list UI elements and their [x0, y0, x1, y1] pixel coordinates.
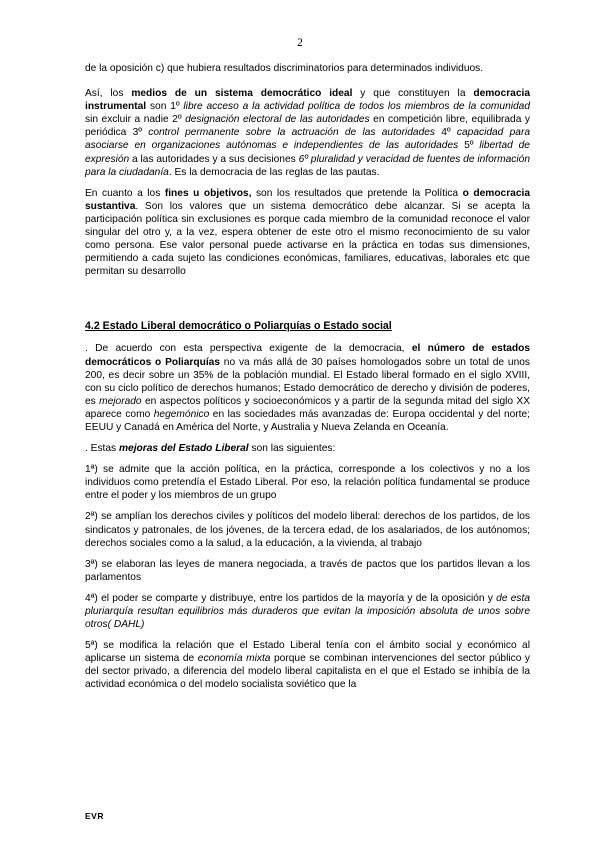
document-body	[85, 62, 530, 700]
bold-term: medios de un sistema democrático ideal	[131, 88, 353, 100]
bold-term: fines u objetivos,	[164, 187, 252, 199]
footer-initials: EVR	[85, 811, 104, 821]
bold-term: o democracia sustantiva	[85, 187, 530, 212]
paragraph-democracia-instrumental: Así, los medios de un sistema democrático ideal y que constituyen la democracia instrumental son 1º libre acceso a la actividad política de todos los miembros de la comunidad sin excluir a nadie 2º designación electoral de las autoridades en competición libre, equilibrada y periódica 3º control permanente sobre la actruación de las autoridades 4º capacidad para asociarse en organizaciones autónomas e independientes de las autoridades 5º libertad de expresión a las autoridades y a sus decisiones 6º pluralidad y veracidad de fuentes de información para la ciudadanía. Es la democracia de las reglas de las pautas.	[85, 88, 530, 178]
bold-term: el número de estados democráticos o Poliarquías	[85, 343, 530, 368]
bold-italic-term: mejoras del Estado Liberal	[118, 443, 249, 455]
paragraph-continuation: de la oposición c) que hubiera resultados discriminatorios para determinados individuos.	[85, 63, 484, 74]
list-item-4: 4ª) el poder se comparte y distribuye, entre los partidos de la mayoría y de la oposición y de esta pluriarquía resultan equilibrios más duraderos que evitan la imposición absoluta de unos sobre otros( DAHL)	[85, 592, 530, 631]
paragraph-poliarquias: . De acuerdo con esta perspectiva exigente de la democracia, el número de estados democráticos o Poliarquías no va más allá de 30 países homologados sobre un total de unos 200, es decir sobre un 35% de la población mundial. El Estado liberal formado en el siglo XVIII, con su ciclo político de derechos humanos; Estado democrático de derecho y división de poderes, es mejorado en aspectos políticos y socioeconómicos y a partir de la segunda mitad del siglo XX aparece como hegemónico en las sociedades más avanzadas de: Europa occidental y del norte; EEUU y Canadá en América del Norte, y Australia y Nueva Zelanda en Oceanía.	[85, 343, 530, 433]
bold-term: democracia instrumental	[85, 88, 530, 113]
list-item-1: 1ª) se admite que la acción política, en la práctica, corresponde a los colectivos y no a los individuos como pretendía el Estado Liberal. Por eso, la relación política fundamental se produce entre el poder y los miembros de un grupo	[85, 464, 530, 502]
paragraph-democracia-sustantiva: En cuanto a los fines u objetivos, son los resultados que pretende la Política o democracia sustantiva. Son los valores que un sistema democrático debe alcanzar. Si se acepta la participación política sin exclusiones es porque cada miembro de la comunidad reconoce el valor singular del otro y, a la vez, espera obtener de este otro el mismo reconocimiento de su valor como persona. Ese valor personal puede activarse en la práctica en todas sus dimensiones, permitiendo a cada sujeto las condiciones económicas, familiares, educativas, laborales etc que permitan su desarrollo	[85, 187, 530, 278]
page-number: 2	[297, 37, 303, 49]
section-gap	[85, 286, 530, 319]
list-item-5: 5ª) se modifica la relación que el Estado Liberal tenía con el ámbito social y económico al aplicarse un sistema de economía mixta porque se combinan intervenciones del sector público y del sector privado, a diferencia del modelo liberal capitalista en el que el Estado se inhibía de la actividad económica o del modelo socialista soviético que la	[85, 640, 531, 691]
section-heading: 4.2 Estado Liberal democrático o Poliarquías o Estado social	[85, 320, 392, 333]
list-item-3: 3ª) se elaboran las leyes de manera negociada, a través de pactos que los partidos llevan a los parlamentos	[85, 558, 530, 583]
paragraph-mejoras-intro: . Estas mejoras del Estado Liberal son las siguientes:	[85, 443, 336, 455]
list-item-2: 2ª) se amplían los derechos civiles y políticos del modelo liberal: derechos de los partidos, de los sindicatos y patronales, de los jóvenes, de la tercera edad, de los asalariados, de los autónomos; derechos sociales como a la salud, a la educación, a la vivienda, al trabajo	[85, 511, 530, 549]
